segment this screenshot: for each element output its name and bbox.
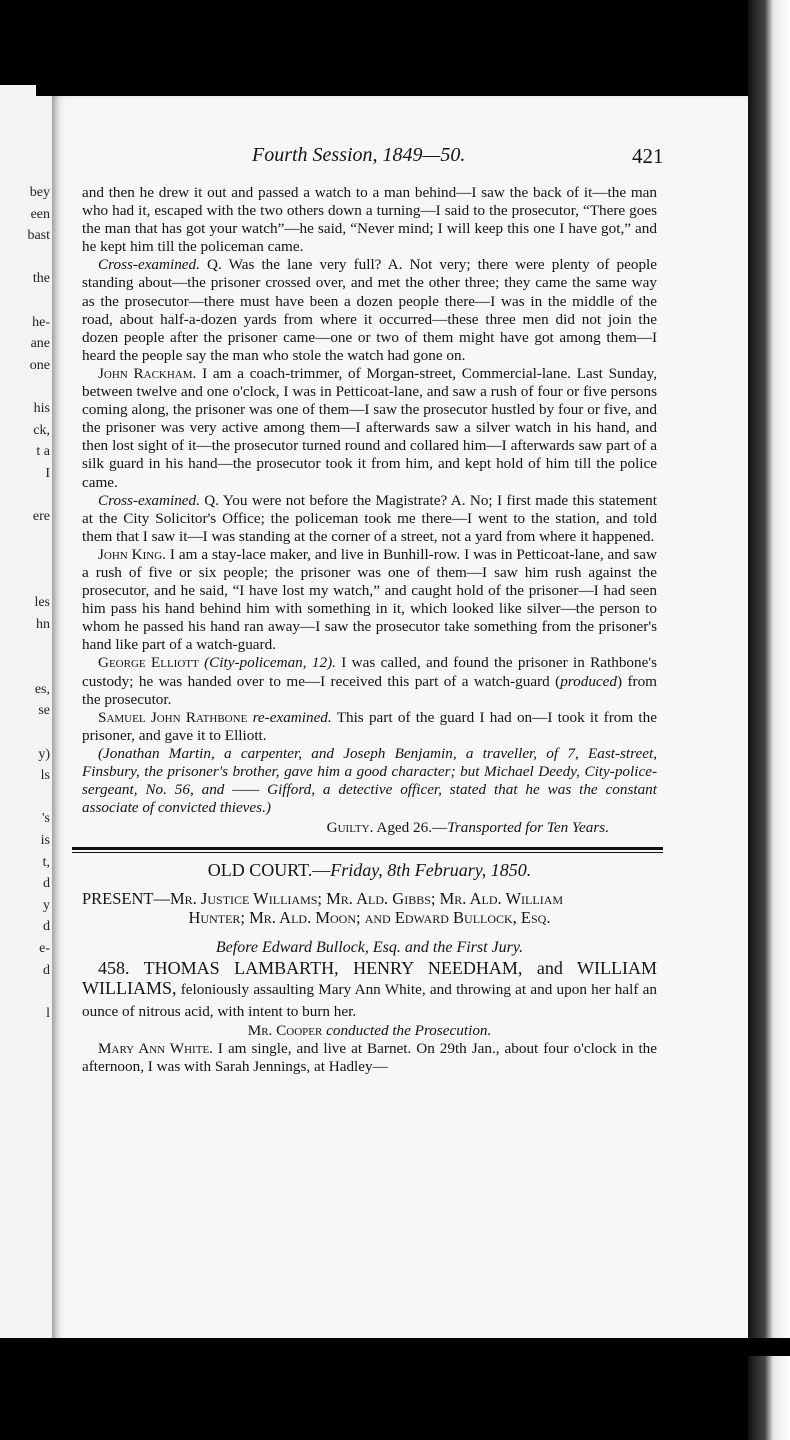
jury-line: Before Edward Bullock, Esq. and the First Jury.	[215, 939, 524, 957]
left-page-text-fragment: e-	[39, 941, 50, 956]
left-page-text-fragment: d	[43, 876, 50, 892]
left-page-text-fragment: d	[43, 962, 50, 978]
witness-name: Samuel John Rathbone	[98, 708, 248, 726]
book-page	[52, 96, 748, 1342]
left-page-text-fragment: one	[29, 357, 50, 373]
left-page-text-fragment: l	[46, 1005, 50, 1021]
left-page-text-fragment: ls	[40, 768, 50, 784]
left-page-text-fragment: t a	[36, 444, 50, 460]
paragraph: Cross-examined. Q. Was the lane very full? A. Not very; there were plenty of people standing about—the prisoner crossed over, and met the other three; they came the same way as the prosecutor—there must have been a dozen people there—I was in the middle of the road, about half-a-dozen yards from where it occurred—these three men did not join the dozen people after the prisoner came—one or two of them might have got among them—I heard the people say the man who stole the watch had gone on.	[82, 256, 657, 364]
paragraph: George Elliott (City-policeman, 12). I was called, and found the prisoner in Rathbone's custody; he was handed over to me—I received this part of a watch-guard (produced) from the prosecutor.	[82, 654, 657, 708]
witness-name: George Elliott	[98, 654, 199, 672]
left-page-edge	[0, 85, 52, 1355]
left-page-text-fragment: d	[43, 919, 50, 935]
left-page-text-fragment: een	[30, 206, 50, 222]
witness-name: John King.	[98, 545, 166, 563]
case-heading: 458. THOMAS LAMBARTH, HENRY NEEDHAM, and WILLIAM WILLIAMS, feloniously assaulting Mary Ann White, and throwing at and upon her half an ounce of nitrous acid, with intent to burn her.	[82, 957, 657, 1020]
witness-name: John Rackham.	[98, 364, 197, 382]
left-page-text-fragment: y	[43, 897, 50, 913]
section-rule	[72, 852, 663, 853]
counsel-line: Mr. Cooper conducted the Prosecution.	[247, 1021, 492, 1039]
left-page-text-fragment: the	[32, 271, 50, 287]
page-number: 421	[632, 144, 664, 168]
character-note: (Jonathan Martin, a carpenter, and Joseph Benjamin, a traveller, of 7, East-street, Finsbury, the prisoner's brother, gave him a good character; but Michael Deedy, City-police-sergeant, No. 56, and —— Gifford, a detective officer, stated that he was the constant associate of convicted thieves.)	[82, 744, 657, 817]
left-page-text-fragment: bey	[29, 185, 50, 200]
left-page-text-fragment: his	[33, 401, 50, 416]
paragraph: John King. I am a stay-lace maker, and live in Bunhill-row. I was in Petticoat-lane, and saw a rush of five or six people; the prisoner was one of them—I saw him rush against the prosecutor, and he said, “I have lost my watch,” and caught hold of the prisoner—I had seen him pass his hand behind him with something in it, which looked like silver—the person to whom he passed his hand ran away—I saw the prosecutor take something from the prisoner's hand like part of a watch-guard.	[82, 545, 657, 654]
left-page-text-fragment: he-	[32, 314, 50, 330]
left-page-text-fragment: ane	[30, 336, 50, 352]
left-page-text-fragment: bast	[27, 228, 50, 244]
paragraph: Mary Ann White. I am single, and live at Barnet. On 29th Jan., about four o'clock in the afternoon, I was with Sarah Jennings, at Hadley—	[82, 1039, 657, 1075]
court-heading: OLD COURT.—Friday, 8th February, 1850.	[207, 860, 532, 881]
left-page-text-fragment: se	[38, 703, 50, 719]
witness-name: Mary Ann White.	[98, 1039, 213, 1057]
running-header	[52, 144, 748, 170]
paragraph: and then he drew it out and passed a watch to a man behind—I saw the back of it—the man who had it, escaped with the two others down a turning—I said to the prosecutor, “There goes the man that has got your watch”—he said, “Never mind; I will keep this one I have got,” and he kept him till the policeman came.	[82, 184, 657, 256]
left-page-text-fragment: I	[45, 465, 50, 481]
page-body	[82, 184, 657, 1076]
verdict: Guilty. Aged 26.—Transported for Ten Years.	[326, 819, 609, 837]
present-list: PRESENT—Mr. Justice Williams; Mr. Ald. Gibbs; Mr. Ald. William Hunter; Mr. Ald. Moon; and Edward Bullock, Esq.	[82, 889, 564, 928]
left-page-text-fragment: is	[40, 833, 50, 848]
left-page-text-fragment: t,	[42, 854, 50, 870]
left-page-text-fragment: y)	[38, 746, 50, 762]
section-rule	[72, 847, 663, 850]
top-border	[36, 80, 750, 96]
left-page-text-fragment: les	[34, 595, 50, 611]
left-page-text-fragment: ck,	[33, 422, 50, 438]
paragraph: John Rackham. I am a coach-trimmer, of Morgan-street, Commercial-lane. Last Sunday, between twelve and one o'clock, I was in Petticoat-lane, and saw a rush of four or five persons coming along, the prisoner was one of them—I saw the prosecutor hustled by four or five, and the prisoner was very active among them—I afterwards saw a silver watch in his hand, and then lost sight of it—the prosecutor turned round and collared him—I afterwards saw part of a silk guard in his hand—the prosecutor took it from him, and kept hold of him till the police came.	[82, 364, 658, 491]
session-title: Fourth Session, 1849—50.	[252, 144, 466, 166]
right-page-edge	[748, 0, 790, 1440]
left-page-text-fragment: hn	[36, 617, 50, 632]
left-page-text-fragment: ere	[32, 509, 50, 524]
left-page-text-fragment: 's	[42, 811, 50, 827]
paragraph: Samuel John Rathbone re-examined. This part of the guard I had on—I took it from the prisoner, and gave it to Elliott.	[82, 708, 657, 744]
left-page-text-fragment: es,	[34, 681, 50, 697]
bottom-border	[0, 1338, 790, 1356]
paragraph: Cross-examined. Q. You were not before the Magistrate? A. No; I first made this statement at the City Solicitor's Office; the policeman took me there—I went to the station, and told them that I saw it—I was standing at the corner of a street, not a yard from where it happened.	[82, 491, 657, 545]
